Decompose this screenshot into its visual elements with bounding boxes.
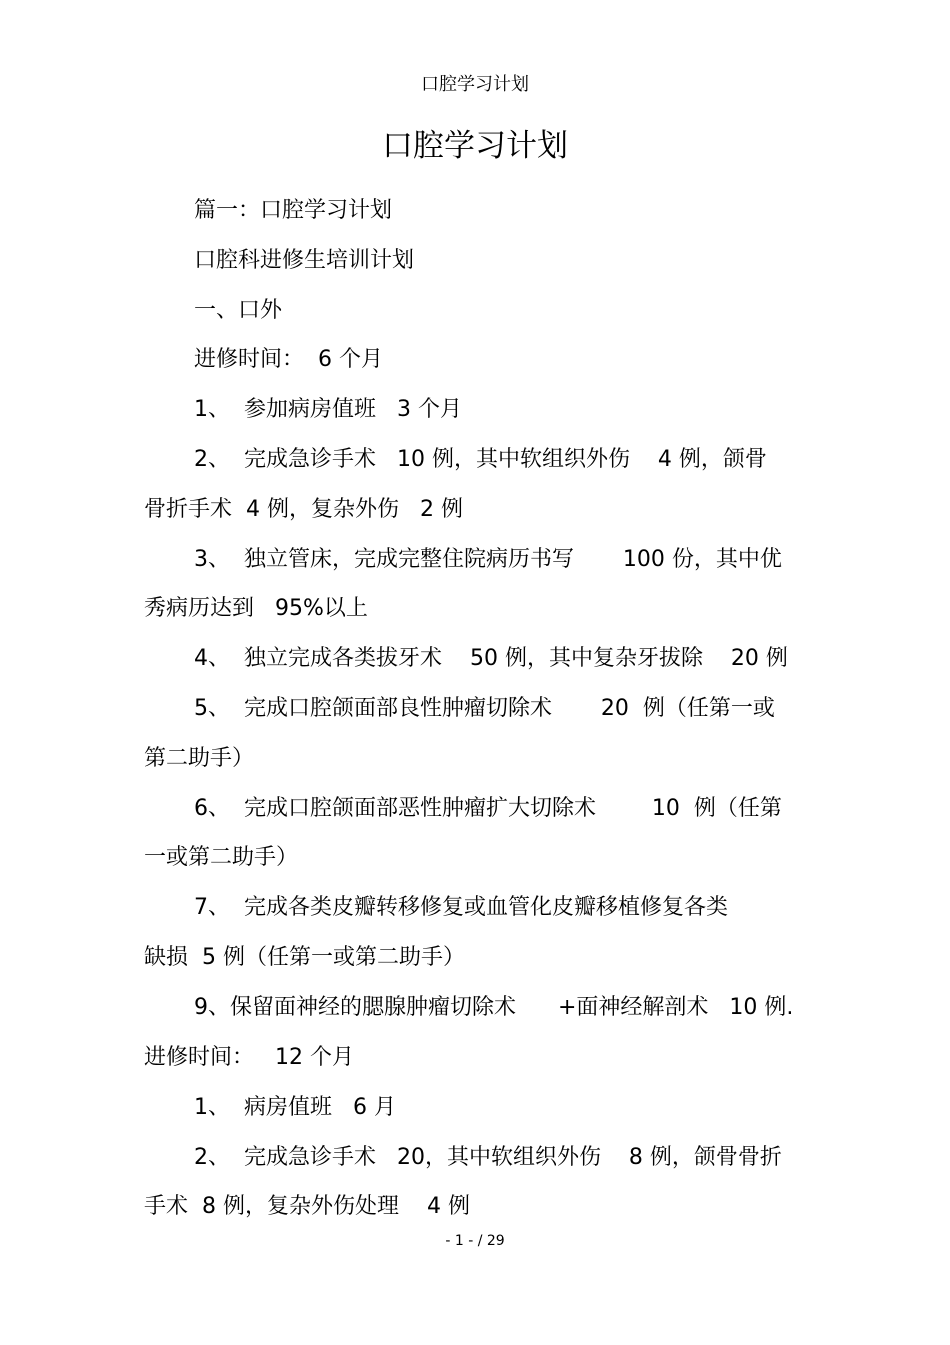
paragraph-line: 进修时间： 12 个月 <box>144 1045 354 1070</box>
paragraph-line: 2、 完成急诊手术 20，其中软组织外伤 8 例，颌骨骨折 <box>194 1145 782 1170</box>
running-header: 口腔学习计划 <box>421 74 529 95</box>
paragraph-line: 第二助手） <box>144 746 255 771</box>
paragraph-line: 篇一：口腔学习计划 <box>194 198 393 223</box>
document-title: 口腔学习计划 <box>382 128 568 164</box>
paragraph-line: 缺损 5 例（任第一或第二助手） <box>144 945 465 970</box>
paragraph-line: 一或第二助手） <box>144 845 299 870</box>
paragraph-line: 秀病历达到 95%以上 <box>144 596 368 621</box>
paragraph-line: 手术 8 例，复杂外伤处理 4 例 <box>144 1194 470 1219</box>
paragraph-line: 1、 参加病房值班 3 个月 <box>194 397 462 422</box>
paragraph-line: 3、 独立管床，完成完整住院病历书写 100 份，其中优 <box>194 547 782 572</box>
paragraph-line: 口腔科进修生培训计划 <box>194 248 415 273</box>
paragraph-line: 2、 完成急诊手术 10 例，其中软组织外伤 4 例，颌骨 <box>194 447 767 472</box>
paragraph-line: 7、 完成各类皮瓣转移修复或血管化皮瓣移植修复各类 <box>194 895 728 920</box>
page-number: - 1 - / 29 <box>445 1233 505 1249</box>
paragraph-line: 进修时间： 6 个月 <box>194 347 383 372</box>
paragraph-line: 骨折手术 4 例，复杂外伤 2 例 <box>144 497 463 522</box>
paragraph-line: 一、口外 <box>194 298 283 323</box>
paragraph-line: 6、 完成口腔颌面部恶性肿瘤扩大切除术 10 例（任第 <box>194 796 782 821</box>
paragraph-line: 5、 完成口腔颌面部良性肿瘤切除术 20 例（任第一或 <box>194 696 775 721</box>
paragraph-line: 4、 独立完成各类拔牙术 50 例，其中复杂牙拔除 20 例 <box>194 646 788 671</box>
paragraph-line: 1、 病房值班 6 月 <box>194 1095 396 1120</box>
paragraph-line: 9、保留面神经的腮腺肿瘤切除术 +面神经解剖术 10 例. <box>194 995 794 1020</box>
